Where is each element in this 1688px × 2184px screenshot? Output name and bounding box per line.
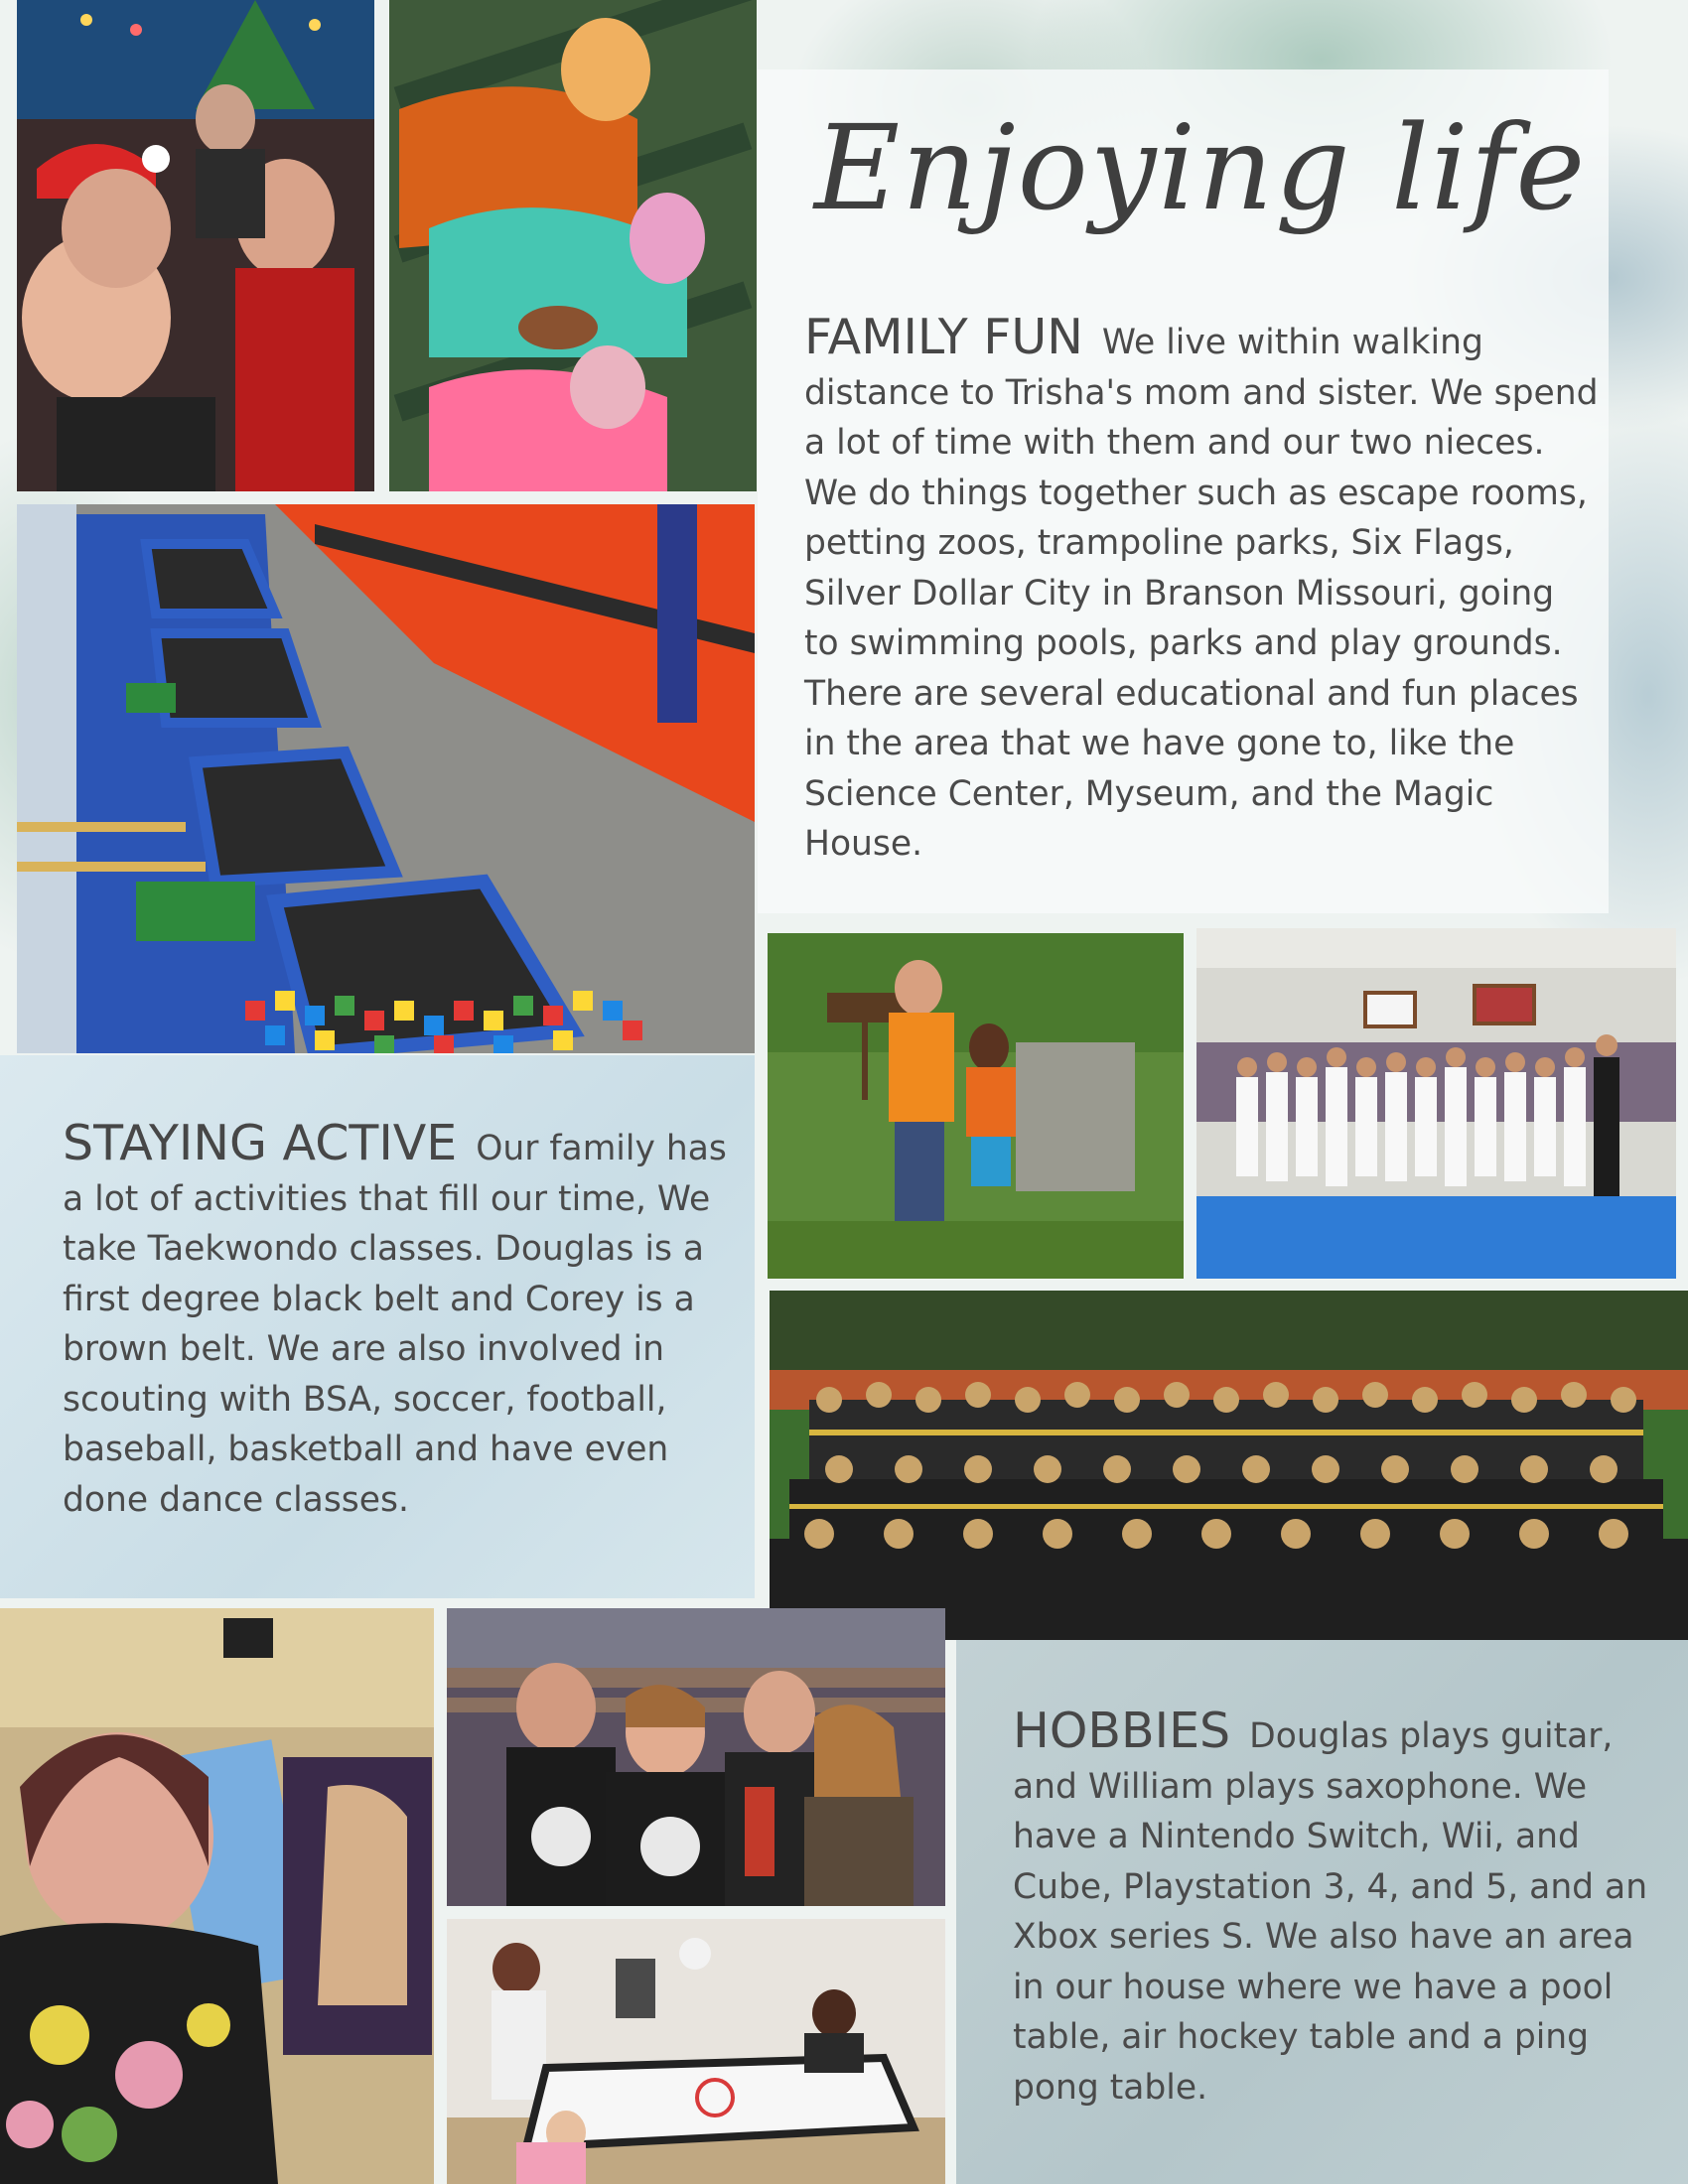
hobbies-body: Douglas plays guitar, and William plays saxophone. We have a Nintendo Switch, Wii, and Cube, Playstation 3, 4, and 5, and an Xbox series S. We also have an area in our house where we have a pool table, air hockey table and a ping pong table. <box>1013 1716 1648 2108</box>
hobbies-heading: HOBBIES <box>1013 1703 1231 1759</box>
family-fun-heading: FAMILY FUN <box>804 309 1083 365</box>
photo-taekwondo-class <box>1196 928 1676 1279</box>
staying-active-body: Our family has a lot of activities that fill our time, We take Taekwondo classes. Douglas is a first degree black belt and Corey is a brown belt. We are also involved in scouting with BSA, soccer, football, baseball, basketball and have even done dance classes. <box>63 1129 727 1520</box>
page-title: Enjoying life <box>814 99 1588 236</box>
hobbies-text <box>1013 1703 1663 2113</box>
family-fun-body: We live within walking distance to Trisha's mom and sister. We spend a lot of time with them and our two nieces. We do things together such as escape rooms, petting zoos, trampoline parks, Six Flags, Silver Dollar City in Branson Missouri, going to swimming pools, parks and play grounds. There are several educational and fun places in the area that we have gone to, like the Science Center, Myseum, and the Magic House. <box>804 323 1599 864</box>
photo-hiking <box>768 933 1184 1279</box>
photo-concert-group <box>447 1608 945 1906</box>
family-fun-text <box>804 309 1599 870</box>
photo-holiday-selfie <box>17 0 374 491</box>
photo-air-hockey <box>447 1919 945 2184</box>
photo-trampoline-park <box>17 504 755 1053</box>
staying-active-text <box>63 1115 738 1525</box>
photo-football-team <box>770 1291 1688 1640</box>
photo-painting-class <box>0 1608 434 2184</box>
photo-face-painted-kids <box>389 0 757 491</box>
staying-active-heading: STAYING ACTIVE <box>63 1115 458 1171</box>
